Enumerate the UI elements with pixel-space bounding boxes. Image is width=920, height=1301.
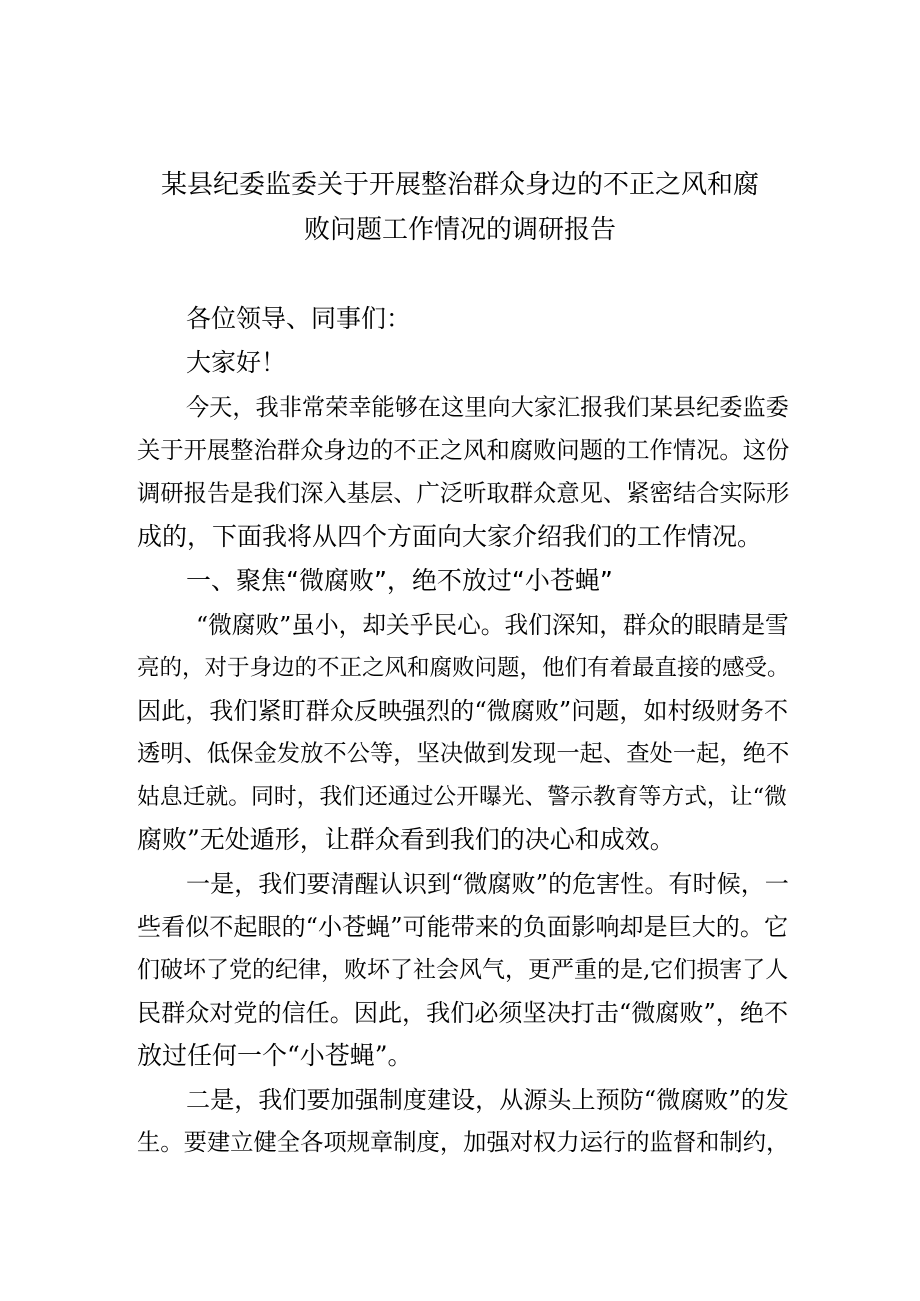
document-title-line-2: 败问题工作情况的调研报告 <box>303 215 616 245</box>
section-1-line: “微腐败”虽小，却关乎民心。我们深知，群众的眼睛是雪 <box>196 611 789 639</box>
point-1-line: 些看似不起眼的“小苍蝇”可能带来的负面影响却是巨大的。它 <box>137 913 789 941</box>
intro-line: 今天，我非常荣幸能够在这里向大家汇报我们某县纪委监委 <box>186 394 789 421</box>
point-2-line: 二是，我们要加强制度建设，从源头上预防“微腐败”的发 <box>186 1086 789 1114</box>
greeting: 大家好！ <box>186 348 287 377</box>
section-1-line: 透明、低保金发放不公等，坚决做到发现一起、查处一起，绝不 <box>137 740 790 767</box>
document-title-line-1: 某县纪委监委关于开展整治群众身边的不正之风和腐 <box>160 170 759 200</box>
point-1-line: 们破坏了党的纪律，败坏了社会风气，更严重的是,它们损害了人 <box>137 957 789 983</box>
section-1-line: 姑息迁就。同时，我们还通过公开曝光、警示教育等方式，让“微 <box>137 784 787 810</box>
section-1-line: 亮的，对于身边的不正之风和腐败问题，他们有着最直接的感受。 <box>137 655 790 681</box>
section-1-heading: 一、聚焦“微腐败”，绝不放过“小苍蝇” <box>186 566 613 595</box>
section-1-line: 腐败”无处遁形，让群众看到我们的决心和成效。 <box>137 825 675 854</box>
section-1-line: 因此，我们紧盯群众反映强烈的“微腐败”问题，如村级财务不 <box>137 697 789 725</box>
intro-line: 关于开展整治群众身边的不正之风和腐败问题的工作情况。这份 <box>137 437 790 464</box>
point-2-line: 生。要建立健全各项规章制度，加强对权力运行的监督和制约， <box>137 1129 790 1156</box>
point-1-line: 一是，我们要清醒认识到“微腐败”的危害性。有时候，一 <box>186 870 789 898</box>
point-1-line: 放过任何一个“小苍蝇”。 <box>137 1041 413 1070</box>
intro-line: 成的，下面我将从四个方面向大家介绍我们的工作情况。 <box>137 522 763 551</box>
salutation: 各位领导、同事们： <box>186 304 412 333</box>
intro-line: 调研报告是我们深入基层、广泛听取群众意见、紧密结合实际形 <box>137 480 790 507</box>
point-1-line: 民群众对党的信任。因此，我们必须坚决打击“微腐败”，绝不 <box>137 999 789 1027</box>
